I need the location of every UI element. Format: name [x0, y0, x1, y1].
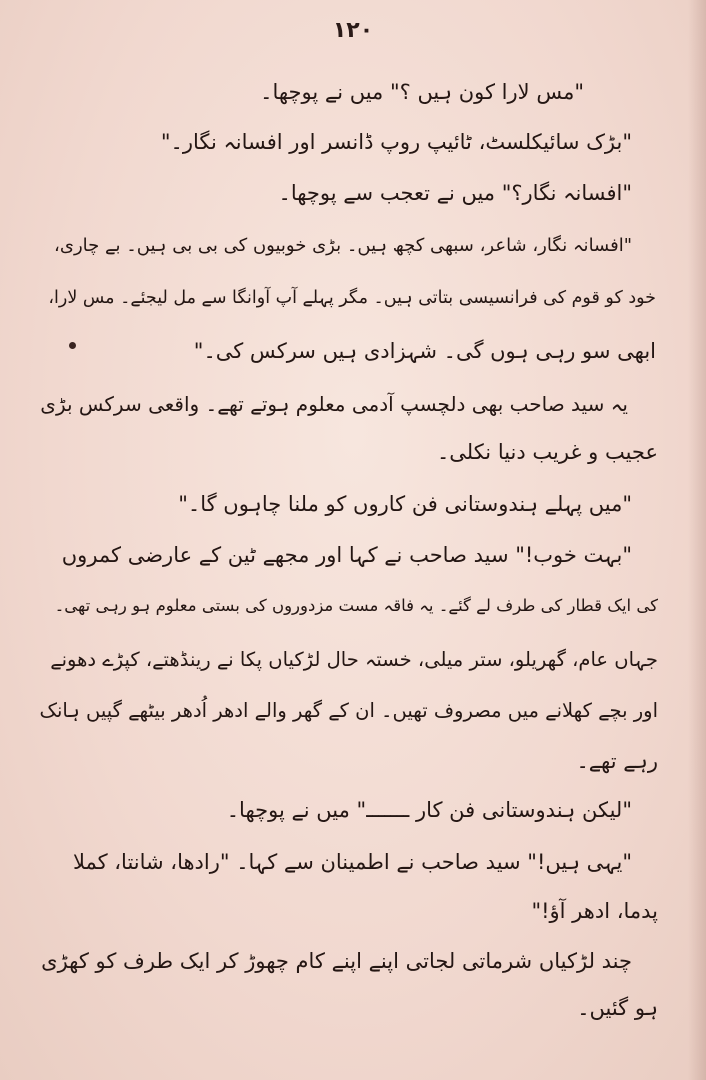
text-line-1: "مس لارا کون ہیں ؟" میں نے پوچھا۔	[260, 80, 584, 104]
text-line-7: یہ سید صاحب بھی دلچسپ آدمی معلوم ہوتے تھے۔ واقعی سرکس بڑی	[40, 392, 628, 416]
text-line-3: "افسانہ نگار؟" میں نے تعجب سے پوچھا۔	[278, 181, 632, 205]
text-line-13: اور بچے کھلانے میں مصروف تھیں۔ ان کے گھر والے ادھر اُدھر بیٹھے گپیں ہانک	[39, 699, 658, 722]
text-line-5: خود کو قوم کی فرانسیسی بتاتی ہیں۔ مگر پہلے آپ آوانگا سے مل لیجئے۔ مس لارا،	[48, 288, 656, 308]
text-line-11: کی ایک قطار کی طرف لے گئے۔ یہ فاقہ مست مزدوروں کی بستی معلوم ہو رہی تھی۔	[54, 596, 658, 615]
text-line-14: رہے تھے۔	[576, 749, 658, 773]
text-line-6: ابھی سو رہی ہوں گی۔ شہزادی ہیں سرکس کی۔"	[193, 339, 656, 363]
page-number: ۱۲۰	[332, 18, 374, 43]
text-line-4: "افسانہ نگار، شاعر، سبھی کچھ ہیں۔ بڑی خوبیوں کی بی بی ہیں۔ بے چاری،	[54, 235, 632, 256]
text-line-12: جہاں عام، گھریلو، ستر میلی، خستہ حال لڑکیاں پکا نے رینڈھتے، کپڑے دھونے	[50, 648, 658, 671]
text-line-18: چند لڑکیاں شرماتی لجاتی اپنے اپنے کام چھوڑ کر ایک طرف کو کھڑی	[41, 949, 632, 973]
text-line-2: "بڑک سائیکلسٹ، ٹائیپ روپ ڈانسر اور افسانہ نگار۔"	[160, 130, 632, 154]
text-line-16: "یہی ہیں!" سید صاحب نے اطمینان سے کہا۔ "رادھا، شانتا، کملا	[72, 850, 632, 874]
page-edge-shadow	[688, 0, 706, 1080]
text-line-8: عجیب و غریب دنیا نکلی۔	[436, 440, 658, 464]
text-line-10: "بہت خوب!" سید صاحب نے کہا اور مجھے ٹین کے عارضی کمروں	[61, 543, 632, 567]
text-line-17: پدما، ادھر آؤ!"	[531, 899, 658, 923]
ink-speck	[69, 342, 76, 349]
text-line-9: "میں پہلے ہندوستانی فن کاروں کو ملنا چاہوں گا۔"	[178, 492, 632, 516]
text-line-19: ہو گئیں۔	[577, 996, 658, 1020]
text-line-15: "لیکن ہندوستانی فن کار ـــــــ" میں نے پوچھا۔	[226, 798, 632, 822]
